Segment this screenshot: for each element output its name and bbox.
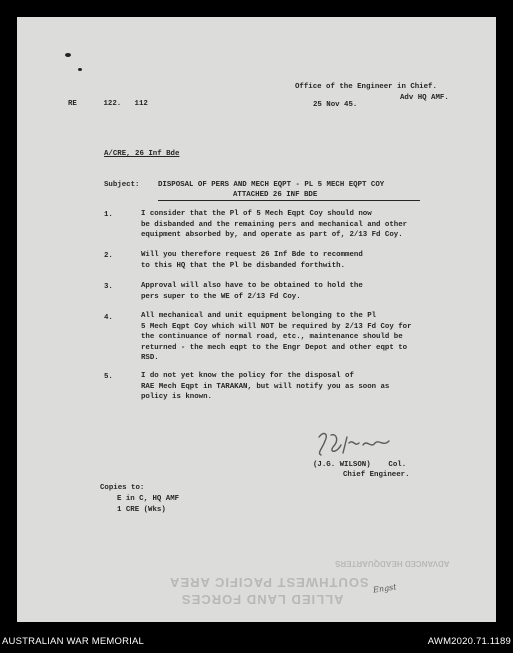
copies-item: E in C, HQ AMF	[117, 495, 180, 503]
paragraph-text: I do not yet know the policy for the disposal of RAE Mech Eqpt in TARAKAN, but will notify you as soon as policy is known.	[141, 372, 390, 402]
office-line-1: Office of the Engineer in Chief.	[295, 83, 437, 91]
subject-line-2: ATTACHED 26 INF BDE	[233, 191, 318, 199]
stamp-line: SOUTHWEST PACIFIC AREA	[169, 575, 369, 590]
signatory-name: (J.G. WILSON) Col.	[313, 461, 407, 469]
stamp-line: ADVANCED HEADQUARTERS	[335, 559, 450, 568]
signatory-title: Chief Engineer.	[343, 471, 410, 479]
paragraph-number: 1.	[104, 211, 113, 219]
paragraph-text: Will you therefore request 26 Inf Bde to recommend to this HQ that the Pl be disbanded forthwith.	[141, 251, 363, 270]
paragraph-number: 3.	[104, 283, 113, 291]
staple-mark	[78, 68, 82, 71]
copies-label: Copies to:	[100, 484, 145, 492]
footer-right: AWM2020.71.1189	[427, 636, 511, 647]
paragraph-number: 4.	[104, 314, 113, 322]
subject-label: Subject:	[104, 181, 140, 189]
paragraph-text: All mechanical and unit equipment belonging to the Pl 5 Mech Eqpt Coy which will NOT be required by 2/13 Fd Coy for the continuance of normal road, etc., maintenance should be returned - the mech eqpt to the Engr Depot and other eqpt to RSD.	[141, 312, 412, 363]
reference-number: RE 122. 112	[68, 100, 148, 108]
subject-underline	[158, 200, 420, 201]
paragraph-number: 5.	[104, 373, 113, 381]
stamp-line: ALLIED LAND FORCES	[181, 592, 344, 607]
copies-item: 1 CRE (Wks)	[117, 506, 166, 514]
staple-mark	[65, 53, 71, 57]
paragraph-text: I consider that the Pl of 5 Mech Eqpt Coy should now be disbanded and the remaining pers and mechanical and other equipment absorbed by, and operate as part of, 2/13 Fd Coy.	[141, 210, 408, 240]
footer-left: AUSTRALIAN WAR MEMORIAL	[2, 636, 145, 647]
office-line-2: Adv HQ AMF.	[400, 94, 449, 102]
signature-image	[313, 427, 393, 461]
stamp-handwriting: Engst	[372, 582, 397, 595]
subject-line-1: DISPOSAL OF PERS AND MECH EQPT - PL 5 MECH EQPT COY	[158, 181, 385, 189]
addressee: A/CRE, 26 Inf Bde	[104, 150, 180, 158]
document-page	[17, 17, 496, 622]
letter-date: 25 Nov 45.	[313, 101, 358, 109]
paragraph-number: 2.	[104, 252, 113, 260]
paragraph-text: Approval will also have to be obtained to hold the pers super to the WE of 2/13 Fd Coy.	[141, 282, 363, 301]
